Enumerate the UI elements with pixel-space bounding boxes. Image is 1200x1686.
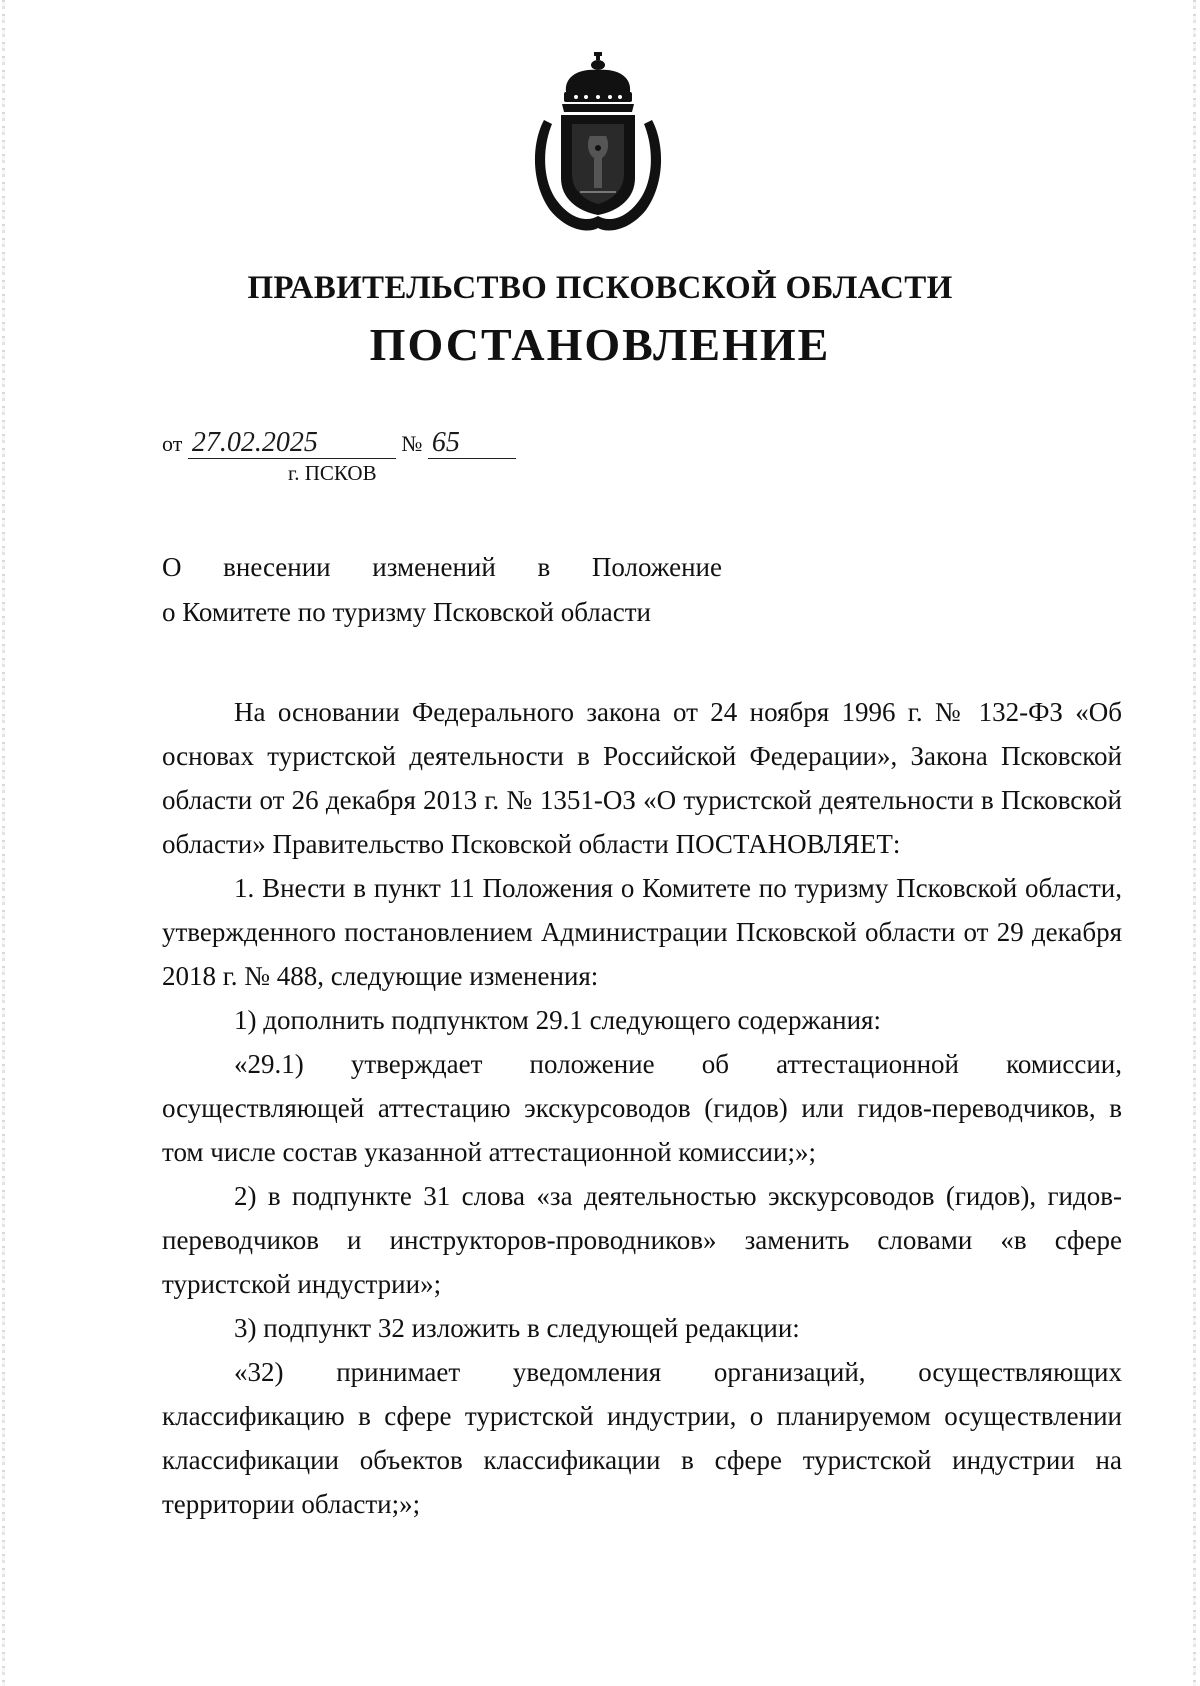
coat-of-arms-icon [528, 52, 668, 237]
scan-edge-right [1193, 0, 1196, 1686]
body-paragraph-item-1: 1. Внести в пункт 11 Положения о Комитете по туризму Псковской области, утвержденного постановлением Администрации Псковской области от 29 декабря 2018 г. № 488, следующие изменения: [162, 873, 1122, 991]
body-paragraph-quote-29-1: «29.1) утверждает положение об аттестационной комиссии, осуществляющей аттестацию экскурсоводов (гидов) или гидов-переводчиков, в том числе состав указанной аттестационной комиссии;»; [162, 1049, 1122, 1167]
subject-line-2: о Комитете по туризму Псковской области [162, 597, 651, 627]
subject-word: изменений [372, 552, 496, 582]
handwritten-date: 27.02.2025 [188, 428, 396, 459]
subject-word: О [162, 552, 182, 582]
body-paragraph-subitem-2: 2) в подпункте 31 слова «за деятельностью экскурсоводов (гидов), гидов-переводчиков и инструкторов-проводников» заменить словами «в сфере туристской индустрии»; [162, 1181, 1122, 1299]
body-paragraph-quote-32: «32) принимает уведомления организаций, осуществляющих классификацию в сфере туристской индустрии, о планируемом осуществлении классификации объектов классификации в сфере туристской индустрии на территории области;»; [162, 1357, 1122, 1519]
body-paragraph-subitem-3: 3) подпункт 32 изложить в следующей редакции: [234, 1313, 800, 1343]
scan-edge-left [2, 0, 5, 1686]
subject-word: Положение [591, 552, 722, 582]
city-label: г. ПСКОВ [288, 461, 377, 485]
document-body [162, 690, 1122, 1526]
body-paragraph-preamble: На основании Федерального закона от 24 ноября 1996 г. № 132-ФЗ «Об основах туристской деятельности в Российской Федерации», Закона Псковской области от 26 декабря 2013 г. № 1351-ОЗ «О туристской деятельности в Псковской области» Правительство Псковской области ПОСТАНОВЛЯЕТ: [162, 697, 1122, 859]
registration-line [162, 428, 516, 459]
organization-name: ПРАВИТЕЛЬСТВО ПСКОВСКОЙ ОБЛАСТИ [247, 270, 953, 306]
body-paragraph-subitem-1: 1) дополнить подпунктом 29.1 следующего содержания: [234, 1005, 881, 1035]
subject-word: внесении [223, 552, 331, 582]
subject-line-1 [162, 545, 722, 590]
document-subject [162, 545, 722, 635]
document-type-title: ПОСТАНОВЛЕНИЕ [369, 319, 831, 370]
handwritten-number: 65 [428, 428, 516, 459]
date-prefix: от [162, 431, 183, 456]
subject-word: в [537, 552, 551, 582]
number-prefix: № [401, 431, 423, 456]
